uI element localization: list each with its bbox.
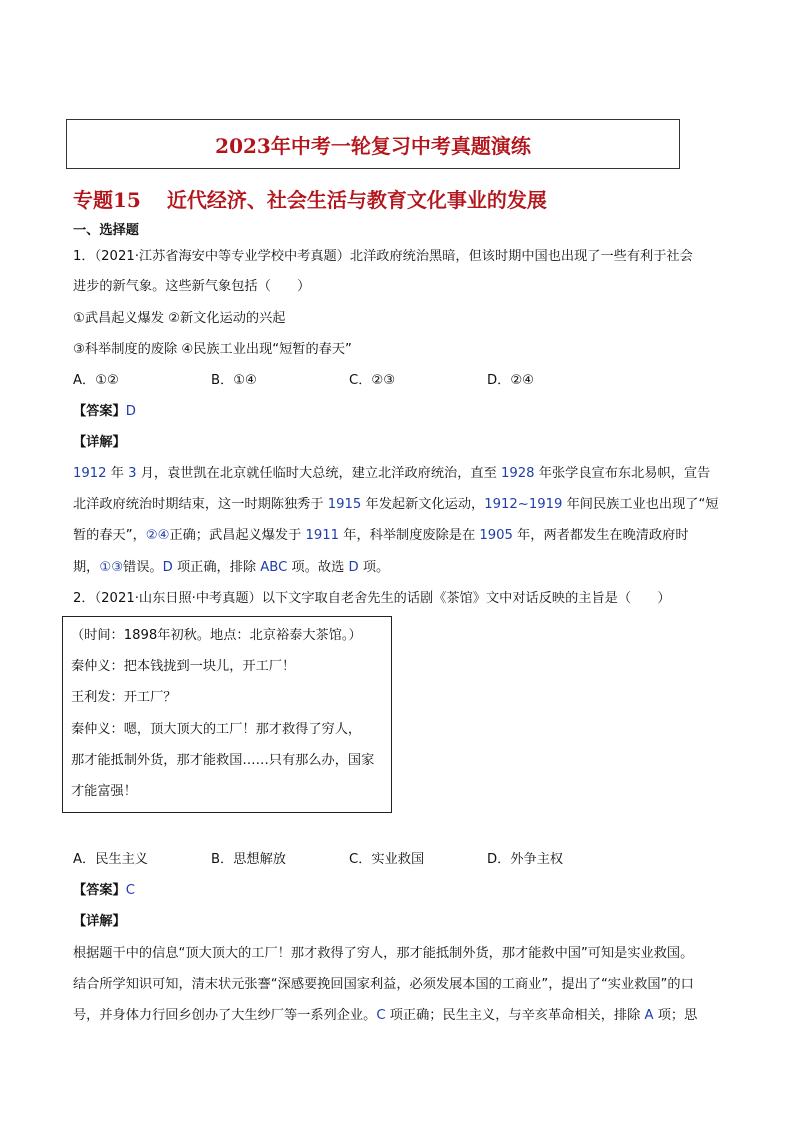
- topic-title: 近代经济、社会生活与教育文化事业的发展: [166, 188, 547, 212]
- q1-d3-year1: 1911: [305, 528, 340, 543]
- q1-d3-text3: 年，科举制度废除是在: [343, 528, 476, 543]
- q1-stem-line2: 进步的新气象。这些新气象包括（ ）: [73, 279, 311, 294]
- q1-d4-text3: 项正确，排除: [176, 560, 257, 575]
- q1-answer-line: [73, 402, 136, 422]
- q2-quote-line5: 那才能抵制外货，那才能救国……只有那么办，国家: [71, 753, 375, 768]
- q1-option-c[interactable]: C．②③: [349, 373, 396, 388]
- q2-stem: 2．（2021·山东日照·中考真题）以下文字取自老舍先生的话剧《茶馆》文中对话反映的主旨是（ ）: [73, 591, 671, 606]
- q2-d3-opt2: A: [644, 1008, 654, 1023]
- q2-quote-line1: （时间：1898年初秋。地点：北京裕泰大茶馆。）: [71, 628, 362, 643]
- q2-d3-text2: 项正确；民生主义，与辛亥革命相关，排除: [389, 1008, 641, 1023]
- q1-option-b[interactable]: B．①④: [211, 373, 257, 388]
- q1-d4-text4: 项。故选: [291, 560, 345, 575]
- q1-answer-value: D: [125, 404, 136, 419]
- q2-quote-line6: 才能富强！: [71, 784, 137, 799]
- q2-option-d[interactable]: D．外争主权: [487, 852, 564, 867]
- q1-item-line2: ③科举制度的废除 ④民族工业出现“短暂的春天”: [73, 342, 352, 357]
- q1-stem-line1: 1．（2021·江苏省海安中等专业学校中考真题）北洋政府统治黑暗，但该时期中国也出现了一些有利于社会: [73, 249, 693, 264]
- q1-d1-text2: 月，袁世凯在北京就任临时大总统，建立北洋政府统治，直至: [140, 466, 497, 481]
- q1-d3-text2: 正确；武昌起义爆发于: [169, 528, 302, 543]
- q2-option-a[interactable]: A．民生主义: [73, 852, 148, 867]
- q2-quote-line4: 秦仲义：嗯，顶大顶大的工厂！那才救得了穷人，: [71, 722, 362, 737]
- topic-number: 专题15: [73, 188, 141, 212]
- page-title: 2023年中考一轮复习中考真题演练: [215, 133, 531, 158]
- q2-detail-line2: 结合所学知识可知，清末状元张謇“深感要挽回国家利益，必须发展本国的工商业”，提出了“实业救国”的口: [73, 977, 694, 992]
- q1-option-d[interactable]: D．②④: [487, 373, 534, 388]
- q1-detail-line3: [73, 526, 689, 546]
- q2-answer-line: [73, 881, 135, 901]
- q1-d4-text1: 期，: [73, 560, 100, 575]
- q2-detail-line3: [73, 1006, 697, 1026]
- q1-d4-text5: 项。: [362, 560, 390, 575]
- q2-quote-line3: 王利发：开工厂？: [71, 690, 177, 705]
- q1-d4-choice: D: [348, 560, 359, 575]
- q2-d3-text1: 号，并身体力行回乡创办了大生纱厂等一系列企业。: [73, 1008, 377, 1023]
- q1-detail-label: 【详解】: [73, 435, 126, 450]
- q1-option-a[interactable]: A．①②: [73, 373, 119, 388]
- q1-d2-range: 1912~1919: [484, 497, 563, 512]
- section-heading: 一、选择题: [73, 223, 139, 238]
- topic-heading: [73, 184, 547, 213]
- q2-answer-value: C: [125, 883, 135, 898]
- q1-d3-correct: ②④: [145, 528, 170, 543]
- q2-detail-label: 【详解】: [73, 914, 126, 929]
- q1-d1-year: 1912: [73, 466, 107, 481]
- q1-detail-line4: [73, 558, 389, 578]
- q1-d1-year2: 1928: [501, 466, 535, 481]
- q1-detail-line1: [73, 464, 710, 484]
- q2-option-c[interactable]: C．实业救国: [349, 852, 425, 867]
- q1-options: [73, 371, 673, 391]
- q2-detail-line1: 根据题干中的信息“顶大顶大的工厂！那才救得了穷人，那才能抵制外货，那才能救中国”可知是实业救国。: [73, 946, 694, 961]
- q2-options: [73, 850, 673, 870]
- q1-d2-year: 1915: [327, 497, 362, 512]
- q1-item-line1: ①武昌起义爆发 ②新文化运动的兴起: [73, 311, 286, 326]
- q1-d3-year2: 1905: [479, 528, 513, 543]
- q2-d3-opt: C: [376, 1008, 386, 1023]
- q1-d2-text1: 北洋政府统治时期结束，这一时期陈独秀于: [73, 497, 324, 512]
- q1-d2-text2: 年发起新文化运动，: [365, 497, 485, 512]
- q1-d2-text3: 年间民族工业也出现了“短: [566, 497, 719, 512]
- q1-d4-excluded: ABC: [260, 560, 288, 575]
- title-box: [66, 119, 680, 169]
- q2-quote-line2: 秦仲义：把本钱拢到一块儿，开工厂！: [71, 659, 296, 674]
- q1-detail-line2: [73, 495, 719, 515]
- q1-d3-text1: 暂的春天”，: [73, 528, 146, 543]
- q1-d1-text3: 年张学良宣布东北易帜，宣告: [538, 466, 711, 481]
- q1-answer-label: 【答案】: [73, 404, 126, 419]
- q1-d1-month: 3: [128, 466, 137, 481]
- q1-d1-text1: 年: [110, 466, 124, 481]
- q2-option-b[interactable]: B．思想解放: [211, 852, 286, 867]
- q1-d3-text4: 年，两者都发生在晚清政府时: [517, 528, 689, 543]
- q1-d4-text2: 错误。: [123, 560, 163, 575]
- q2-quote-box: [62, 616, 392, 813]
- q1-d4-wrong: ①③: [99, 560, 124, 575]
- q1-d4-opt: D: [162, 560, 173, 575]
- q2-answer-label: 【答案】: [73, 883, 126, 898]
- q2-d3-text3: 项；思: [657, 1008, 698, 1023]
